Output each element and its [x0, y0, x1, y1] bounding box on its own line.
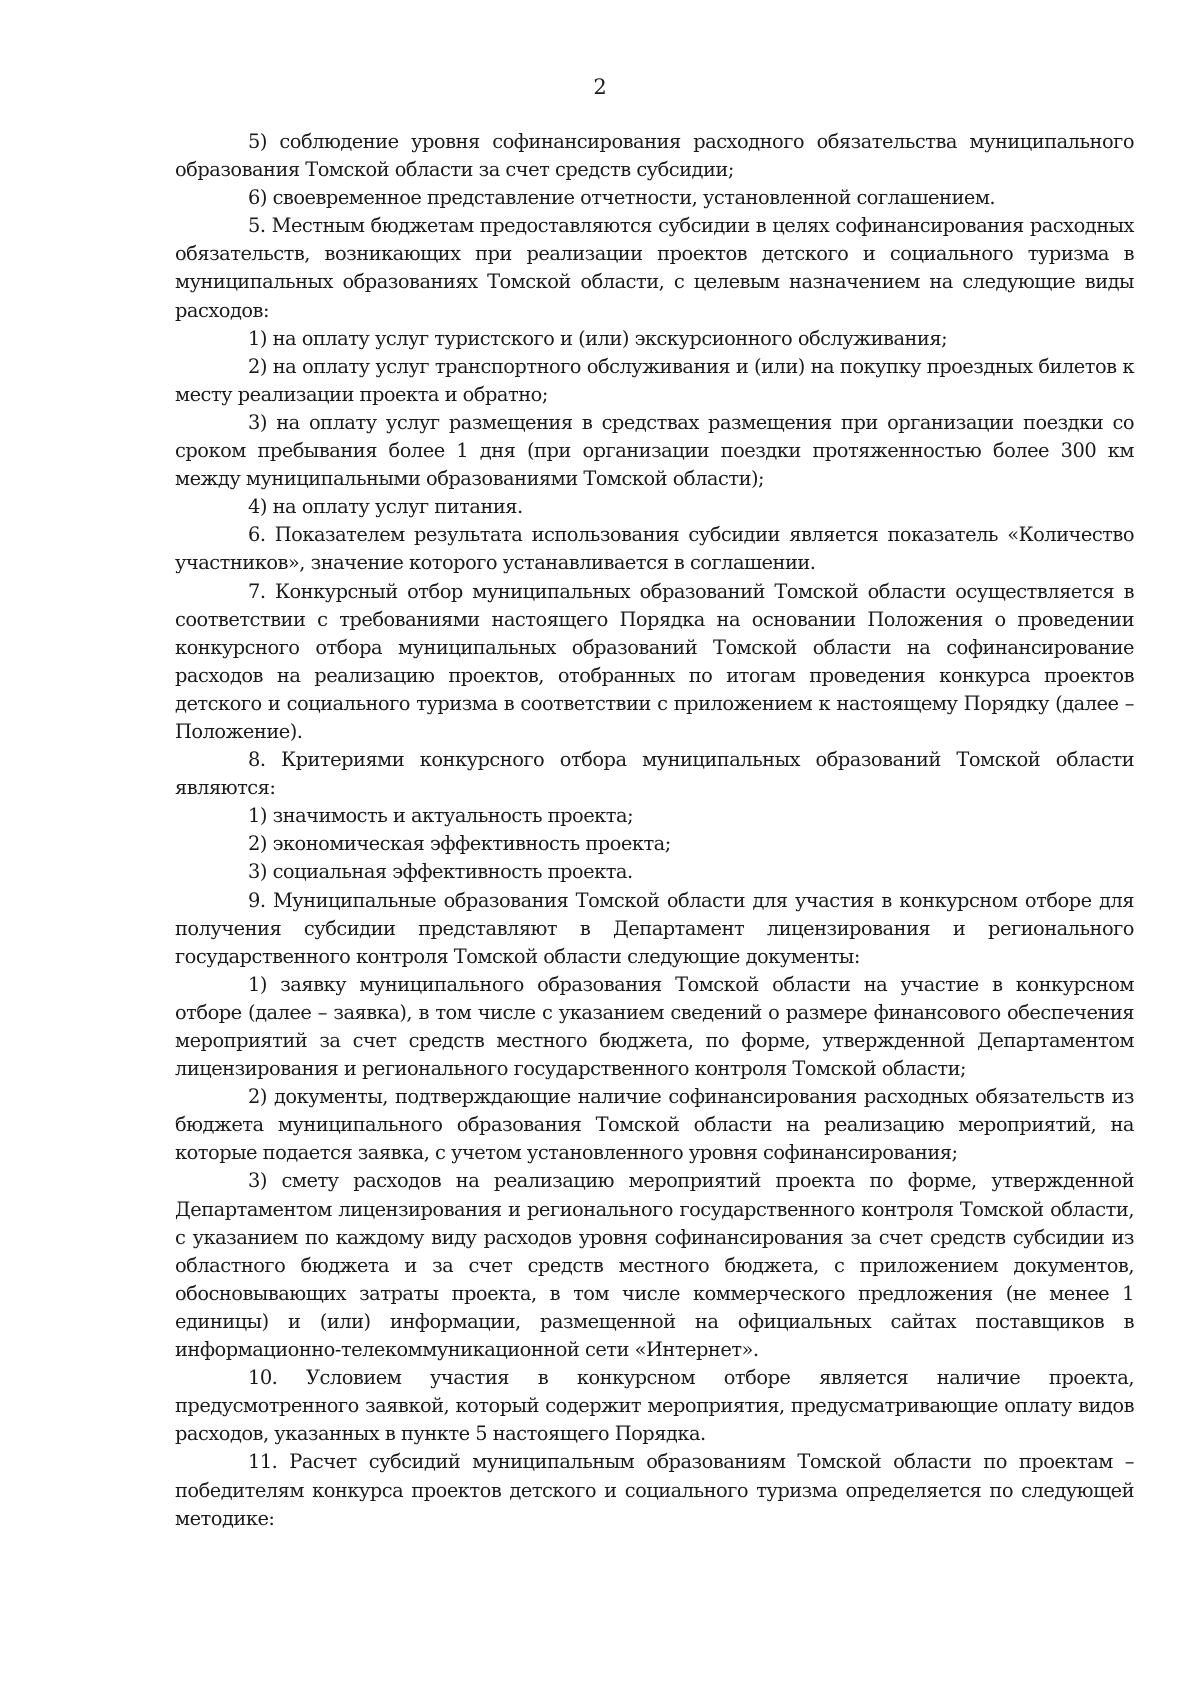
paragraph: 2) на оплату услуг транспортного обслуживания и (или) на покупку проездных билетов к месту реализации проекта и обратно;: [175, 354, 1134, 406]
paragraph: 10. Условием участия в конкурсном отборе является наличие проекта, предусмотренного заявкой, который содержит мероприятия, предусматривающие оплату видов расходов, указанных в пункте 5 настоящего Порядка.: [175, 1366, 1134, 1446]
paragraph: 8. Критериями конкурсного отбора муниципальных образований Томской области являются:: [175, 748, 1134, 800]
paragraph: 7. Конкурсный отбор муниципальных образований Томской области осуществляется в соответствии с требованиями настоящего Порядка на основании Положения о проведении конкурсного отбора муниципальных образований Томской области на софинансирование расходов на реализацию проектов, отобранных по итогам проведения конкурса проектов детского и социального туризма в соответствии с приложением к настоящему Порядку (далее – Положение).: [175, 579, 1134, 743]
paragraph: 2) документы, подтверждающие наличие софинансирования расходных обязательств из бюджета муниципального образования Томской области на реализацию мероприятий, на которые подается заявка, с учетом установленного уровня софинансирования;: [175, 1085, 1134, 1165]
paragraph: 4) на оплату услуг питания.: [248, 495, 523, 519]
paragraph: 3) социальная эффективность проекта.: [248, 860, 633, 884]
paragraph: 1) заявку муниципального образования Томской области на участие в конкурсном отборе (далее – заявка), в том числе с указанием сведений о размере финансового обеспечения мероприятий за счет средств местного бюджета, по форме, утвержденной Департаментом лицензирования и регионального государственного контроля Томской области;: [175, 972, 1134, 1081]
paragraph: 1) на оплату услуг туристского и (или) экскурсионного обслуживания;: [248, 326, 948, 350]
paragraph: 1) значимость и актуальность проекта;: [248, 804, 634, 828]
paragraph: 5. Местным бюджетам предоставляются субсидии в целях софинансирования расходных обязательств, возникающих при реализации проектов детского и социального туризма в муниципальных образованиях Томской области, с целевым назначением на следующие виды расходов:: [175, 214, 1134, 322]
paragraph: 11. Расчет субсидий муниципальным образованиям Томской области по проектам – победителям конкурса проектов детского и социального туризма определяется по следующей методике:: [175, 1450, 1134, 1530]
page-number: 2: [593, 75, 607, 99]
paragraph: 6) своевременное представление отчетности, установленной соглашением.: [248, 186, 996, 210]
paragraph: 2) экономическая эффективность проекта;: [248, 832, 671, 856]
paragraph: 3) на оплату услуг размещения в средствах размещения при организации поездки со сроком пребывания более 1 дня (при организации поездки протяженностью более 300 км между муниципальными образованиями Томской области);: [175, 410, 1134, 491]
paragraph: 5) соблюдение уровня софинансирования расходного обязательства муниципального образования Томской области за счет средств субсидии;: [175, 130, 1134, 182]
paragraph: 6. Показателем результата использования субсидии является показатель «Количество участников», значение которого устанавливается в соглашении.: [175, 523, 1134, 575]
paragraph: 3) смету расходов на реализацию мероприятий проекта по форме, утвержденной Департаментом лицензирования и регионального государственного контроля Томской области, с указанием по каждому виду расходов уровня софинансирования за счет средств субсидии из областного бюджета и за счет средств местного бюджета, с приложением документов, обосновывающих затраты проекта, в том числе коммерческого предложения (не менее 1 единицы) и (или) информации, размещенной на официальных сайтах поставщиков в информационно-телекоммуникационной сети «Интернет».: [175, 1169, 1134, 1362]
document-body: [175, 128, 1134, 1533]
paragraph: 9. Муниципальные образования Томской области для участия в конкурсном отборе для получения субсидии представляют в Департамент лицензирования и регионального государственного контроля Томской области следующие документы:: [175, 888, 1134, 968]
